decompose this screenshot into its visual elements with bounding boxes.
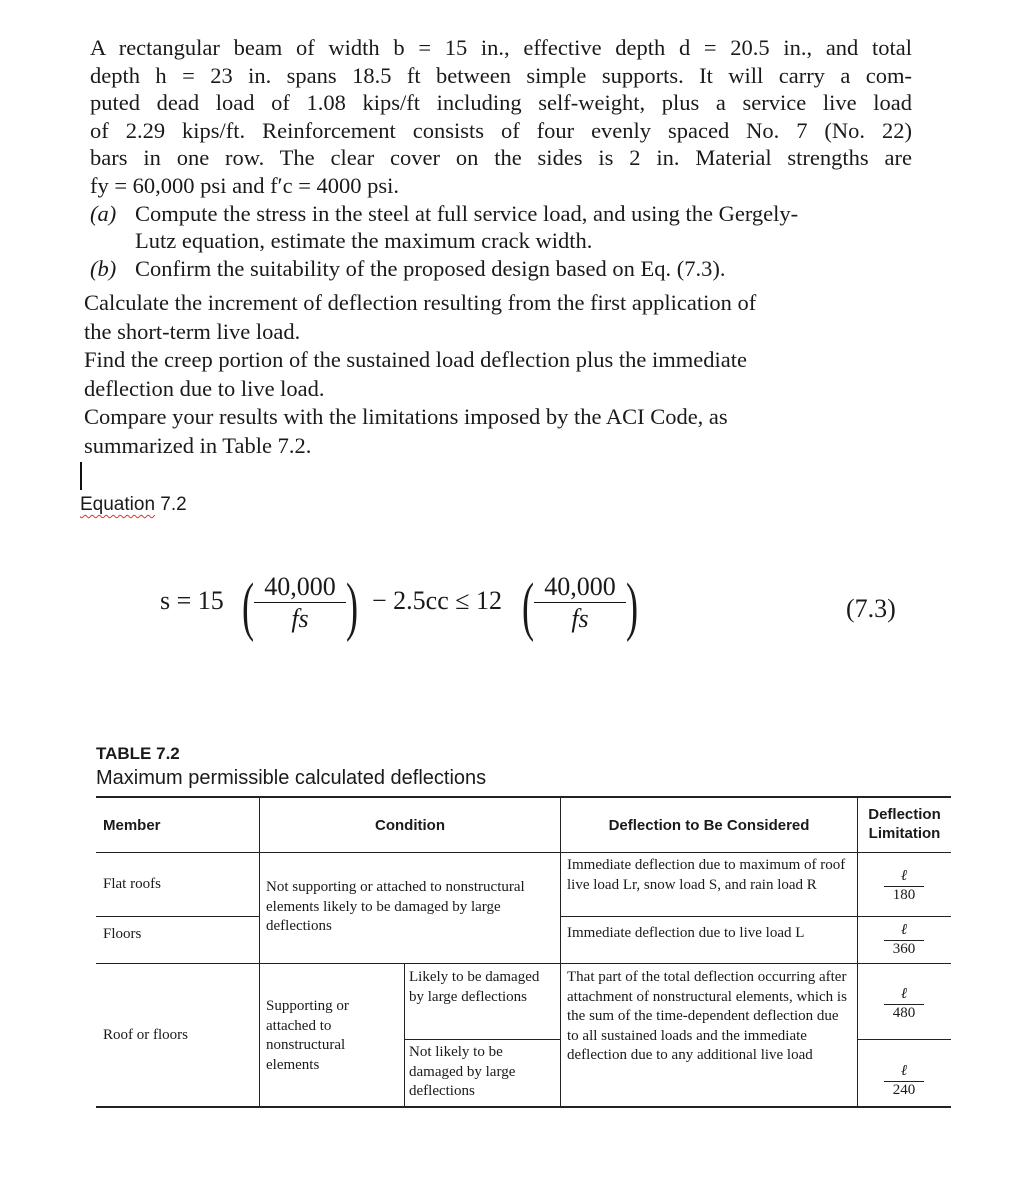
part-tag: (b) bbox=[90, 256, 117, 281]
task-line: Find the creep portion of the sustained load deflection plus the immediate bbox=[84, 347, 747, 372]
right-paren: ) bbox=[345, 570, 359, 643]
fraction-numerator: 40,000 bbox=[254, 572, 346, 603]
table-top-rule bbox=[96, 796, 951, 798]
task-line: the short-term live load. bbox=[84, 318, 301, 344]
deflection-roof-or-floors: That part of the total deflection occurring after attachment of nonstructural elements, which is the sum of the time-dependent deflection due to all sustained loads and the immediate deflection due to any additional live load bbox=[567, 969, 847, 1063]
limit-fraction-180 bbox=[884, 868, 924, 904]
limit-fraction-240 bbox=[884, 1063, 924, 1099]
condition-not-supporting: Not supporting or attached to nonstructural elements likely to be damaged by large deflections bbox=[266, 879, 525, 934]
equation-fraction-2 bbox=[534, 572, 626, 635]
deflection-floors: Immediate deflection due to live load L bbox=[567, 925, 805, 941]
equation-heading-number: 7.2 bbox=[160, 494, 187, 515]
limit-numerator: ℓ bbox=[884, 868, 924, 887]
column-divider bbox=[259, 796, 260, 1107]
problem-part-b bbox=[90, 255, 726, 283]
limit-denominator: 360 bbox=[892, 941, 916, 957]
column-divider bbox=[560, 796, 561, 1107]
equation-number: (7.3) bbox=[846, 594, 896, 623]
problem-line: puted dead load of 1.08 kips/ft including self-weight, plus a service live load bbox=[90, 90, 912, 115]
problem-line: of 2.29 kips/ft. Reinforcement consists of four evenly spaced No. 7 (No. 22) bbox=[90, 117, 912, 143]
row-divider bbox=[560, 916, 951, 917]
limit-denominator: 180 bbox=[892, 887, 916, 903]
task-line: summarized in Table 7.2. bbox=[84, 432, 312, 458]
fraction-numerator: 40,000 bbox=[534, 572, 626, 603]
limit-numerator: ℓ bbox=[884, 1063, 924, 1082]
task-line: deflection due to live load. bbox=[84, 375, 325, 401]
row-divider bbox=[96, 916, 260, 917]
table-caption: Maximum permissible calculated deflections bbox=[96, 767, 487, 789]
task-line: Compare your results with the limitations imposed by the ACI Code, as bbox=[84, 404, 728, 429]
fraction-denominator: fs bbox=[291, 604, 309, 633]
task-line: Calculate the increment of deflection resulting from the first application of bbox=[84, 290, 757, 315]
subrow-divider bbox=[404, 1039, 560, 1040]
header-limitation: Deflection Limitation bbox=[868, 806, 941, 842]
problem-part-a bbox=[90, 200, 798, 228]
table-bottom-rule bbox=[96, 1106, 951, 1108]
condition-supporting: Supporting or attached to nonstructural elements bbox=[266, 998, 349, 1073]
header-condition: Condition bbox=[375, 817, 445, 834]
right-paren: ) bbox=[625, 570, 639, 643]
condition-not-likely-damaged: Not likely to be damaged by large deflections bbox=[409, 1044, 516, 1099]
task-list bbox=[84, 289, 884, 460]
header-member: Member bbox=[103, 817, 161, 834]
left-paren: ( bbox=[521, 570, 535, 643]
problem-line: bars in one row. The clear cover on the sides is 2 in. Material strengths are bbox=[90, 145, 912, 170]
row-label-roof-or-floors: Roof or floors bbox=[103, 1027, 188, 1043]
limit-denominator: 480 bbox=[892, 1005, 916, 1021]
equation-heading bbox=[80, 494, 187, 516]
problem-line: fy = 60,000 psi and f′c = 4000 psi. bbox=[90, 172, 400, 198]
problem-line: depth h = 23 in. spans 18.5 ft between simple supports. It will carry a com- bbox=[90, 62, 912, 88]
column-divider bbox=[404, 963, 405, 1107]
limit-denominator: 240 bbox=[892, 1082, 916, 1098]
problem-statement bbox=[90, 34, 912, 199]
limit-numerator: ℓ bbox=[884, 986, 924, 1005]
row-label-floors: Floors bbox=[103, 926, 142, 942]
equation-fraction-1 bbox=[254, 572, 346, 635]
part-text: Compute the stress in the steel at full service load, and using the Gergely- bbox=[135, 201, 799, 226]
problem-line: A rectangular beam of width b = 15 in., effective depth d = 20.5 in., and total bbox=[90, 35, 912, 60]
fraction-denominator: fs bbox=[571, 604, 589, 633]
deflection-table bbox=[96, 796, 951, 1108]
equation-lhs: s = 15 bbox=[160, 586, 224, 615]
deflection-flat-roofs: Immediate deflection due to maximum of roof live load Lr, snow load S, and rain load R bbox=[567, 857, 846, 893]
text-cursor[interactable] bbox=[80, 462, 82, 490]
table-header-rule bbox=[96, 852, 951, 853]
part-tag: (a) bbox=[90, 201, 117, 226]
problem-part-a-continued: Lutz equation, estimate the maximum crack width. bbox=[135, 228, 593, 253]
row-divider bbox=[96, 963, 951, 964]
equation-middle: − 2.5cc ≤ 12 bbox=[372, 586, 503, 615]
limit-fraction-360 bbox=[884, 922, 924, 958]
table-label: TABLE 7.2 bbox=[96, 744, 180, 763]
condition-likely-damaged: Likely to be damaged by large deflections bbox=[409, 969, 540, 1005]
header-deflection: Deflection to Be Considered bbox=[608, 817, 810, 834]
misspelled-word[interactable]: Equation bbox=[80, 494, 156, 515]
part-text: Confirm the suitability of the proposed design based on Eq. (7.3). bbox=[135, 256, 726, 281]
limit-fraction-480 bbox=[884, 986, 924, 1022]
left-paren: ( bbox=[241, 570, 255, 643]
limit-numerator: ℓ bbox=[884, 922, 924, 941]
subrow-divider bbox=[858, 1039, 951, 1040]
row-label-flat-roofs: Flat roofs bbox=[103, 876, 161, 892]
